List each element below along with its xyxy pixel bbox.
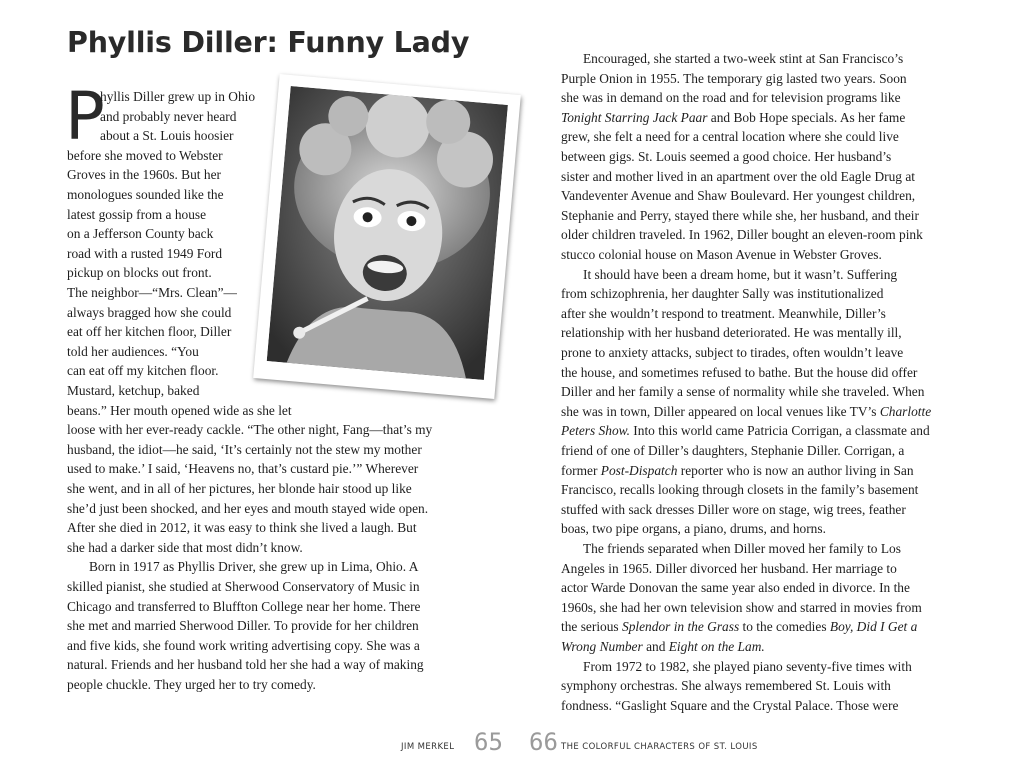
text-line: sister and mother lived in an apartment over the old Eagle Drug at — [561, 168, 915, 184]
text-line: latest gossip from a house — [67, 206, 207, 222]
text-line: told her audiences. “You — [67, 343, 199, 359]
text-line: Encouraged, she started a two-week stint at San Francisco’s — [583, 51, 904, 66]
text-line: she was in demand on the road and for television programs like — [561, 90, 901, 106]
text-line — [561, 402, 931, 422]
text-line — [561, 637, 765, 657]
text-line: she went, and in all of her pictures, her blonde hair stood up like — [67, 481, 412, 496]
text-line: Groves in the 1960s. But her — [67, 167, 221, 183]
text-line: The neighbor—“Mrs. Clean”— — [67, 285, 237, 300]
text-segment: she was in town, Diller appeared on local venues like TV’s — [561, 403, 880, 419]
text-line: grew, she felt a need for a central location where she could live — [561, 129, 899, 145]
text-line: skilled pianist, she studied at Sherwood Conservatory of Music in — [67, 579, 420, 594]
text-line: Stephanie and Perry, stayed there while she, her husband, and their — [561, 207, 919, 223]
page-number-right: 66 — [529, 728, 558, 756]
text-line: and probably never heard — [100, 108, 237, 124]
footer-book-title: THE COLORFUL CHARACTERS OF ST. LOUIS — [561, 742, 758, 752]
italic-title: Tonight Starring Jack Paar — [561, 109, 708, 125]
text-line: between gigs. St. Louis seemed a good choice. Her husband’s — [561, 149, 892, 164]
text-line: Vandeventer Avenue and Shaw Boulevard. Her youngest children, — [561, 188, 916, 204]
text-line: The friends separated when Diller moved her family to Los — [583, 541, 901, 556]
text-line: Diller and her family a sense of normality while she traveled. When — [561, 384, 925, 400]
text-line: Mustard, ketchup, baked — [67, 383, 200, 398]
text-line: Angeles in 1965. Diller divorced her husband. Her marriage to — [561, 560, 897, 576]
text-line: stucco colonial house on Mason Avenue in Webster Groves. — [561, 247, 882, 262]
text-line: beans.” Her mouth opened wide as she let — [67, 402, 292, 418]
text-line: always bragged how she could — [67, 304, 232, 320]
text-segment: Into this world came Patricia Corrigan, a classmate and — [629, 423, 930, 439]
page-title: Phyllis Diller: Funny Lady — [67, 26, 470, 59]
portrait-photo — [253, 74, 521, 399]
text-segment: and — [642, 639, 669, 654]
text-line: monologues sounded like the — [67, 187, 224, 202]
text-line: prone to anxiety attacks, subject to tirades, often wouldn’t leave — [561, 345, 904, 360]
italic-title: Eight on the Lam. — [668, 639, 765, 654]
text-line: about a St. Louis hoosier — [100, 128, 234, 144]
text-line: road with a rusted 1949 Ford — [67, 245, 223, 261]
text-line — [561, 461, 914, 481]
text-line: hyllis Diller grew up in Ohio — [100, 89, 256, 104]
text-line: pickup on blocks out front. — [67, 265, 212, 281]
text-line: friend of one of Diller’s daughters, Stephanie Diller. Corrigan, a — [561, 443, 905, 458]
text-line: fondness. “Gaslight Square and the Crystal Palace. Those were — [561, 697, 899, 713]
text-line: people chuckle. They urged her to try comedy. — [67, 677, 316, 692]
text-line: from schizophrenia, her daughter Sally was institutionalized — [561, 286, 884, 302]
text-line: eat off her kitchen floor, Diller — [67, 324, 232, 340]
text-line: Born in 1917 as Phyllis Driver, she grew up in Lima, Ohio. A — [89, 559, 419, 575]
text-line: husband, the idiot—he said, ‘It’s certainly not the stew my mother — [67, 441, 422, 457]
text-line — [561, 617, 917, 637]
text-line: can eat off my kitchen floor. — [67, 363, 219, 379]
text-line: actor Warde Donovan the same year also ended in divorce. In the — [561, 580, 910, 596]
text-line: on a Jefferson County back — [67, 226, 214, 242]
italic-title: Post-Dispatch — [600, 462, 678, 478]
portrait-photo-icon — [267, 86, 508, 380]
text-segment: reporter who is now an author living in San — [677, 462, 914, 478]
text-line: the house, and sometimes refused to bathe. But the house did offer — [561, 364, 918, 380]
text-line: older children traveled. In 1962, Diller bought an eleven-room pink — [561, 227, 923, 243]
italic-title: Peters Show. — [561, 423, 630, 439]
text-line: It should have been a dream home, but it wasn’t. Suffering — [583, 266, 898, 282]
text-line: natural. Friends and her husband told her she had a way of making — [67, 657, 424, 673]
text-line: she met and married Sherwood Diller. To provide for her children — [67, 618, 419, 634]
text-line — [561, 108, 905, 128]
text-line: stuffed with sack dresses Diller wore on stage, wig trees, feather — [561, 501, 906, 517]
text-line: 1960s, she had her own television show and starred in movies from — [561, 599, 922, 615]
text-line: After she died in 2012, it was easy to think she lived a laugh. But — [67, 520, 417, 536]
text-line: boas, two pipe organs, a piano, drums, and horns. — [561, 521, 826, 537]
text-line: she’d just been shocked, and her eyes and mouth stayed wide open. — [67, 500, 429, 516]
text-line: Francisco, recalls looking through closets in the family’s basement — [561, 482, 919, 498]
page-number-left: 65 — [474, 728, 503, 756]
text-line: From 1972 to 1982, she played piano seventy-five times with — [583, 658, 912, 674]
text-line: loose with her ever-ready cackle. “The other night, Fang—that’s my — [67, 422, 433, 438]
italic-title: Splendor in the Grass — [622, 619, 740, 635]
text-line: symphony orchestras. She always remembered St. Louis with — [561, 678, 891, 694]
italic-title: Wrong Number — [561, 639, 643, 654]
text-line — [561, 421, 930, 441]
text-line: Purple Onion in 1955. The temporary gig lasted two years. Soon — [561, 70, 907, 86]
drop-cap: P — [65, 78, 105, 155]
text-line: relationship with her husband deteriorated. He was mentally ill, — [561, 325, 902, 341]
italic-title: Boy, Did I Get a — [829, 619, 918, 635]
text-line: and five kids, she found work writing advertising copy. She was a — [67, 637, 420, 653]
text-line: she had a darker side that most didn’t know. — [67, 539, 303, 555]
italic-title: Charlotte — [879, 403, 932, 419]
text-line: Chicago and transferred to Bluffton College near her home. There — [67, 598, 421, 614]
text-line: used to make.’ I said, ‘Heavens no, that’s custard pie.’” Wherever — [67, 461, 419, 477]
text-segment: to the comedies — [739, 619, 830, 635]
text-line: before she moved to Webster — [67, 147, 223, 163]
text-segment: the serious — [561, 619, 622, 635]
text-line: after she wouldn’t respond to treatment. Meanwhile, Diller’s — [561, 305, 886, 321]
text-segment: and Bob Hope specials. As her fame — [707, 109, 906, 125]
footer-author: JIM MERKEL — [401, 742, 455, 752]
text-segment: former — [561, 462, 601, 478]
